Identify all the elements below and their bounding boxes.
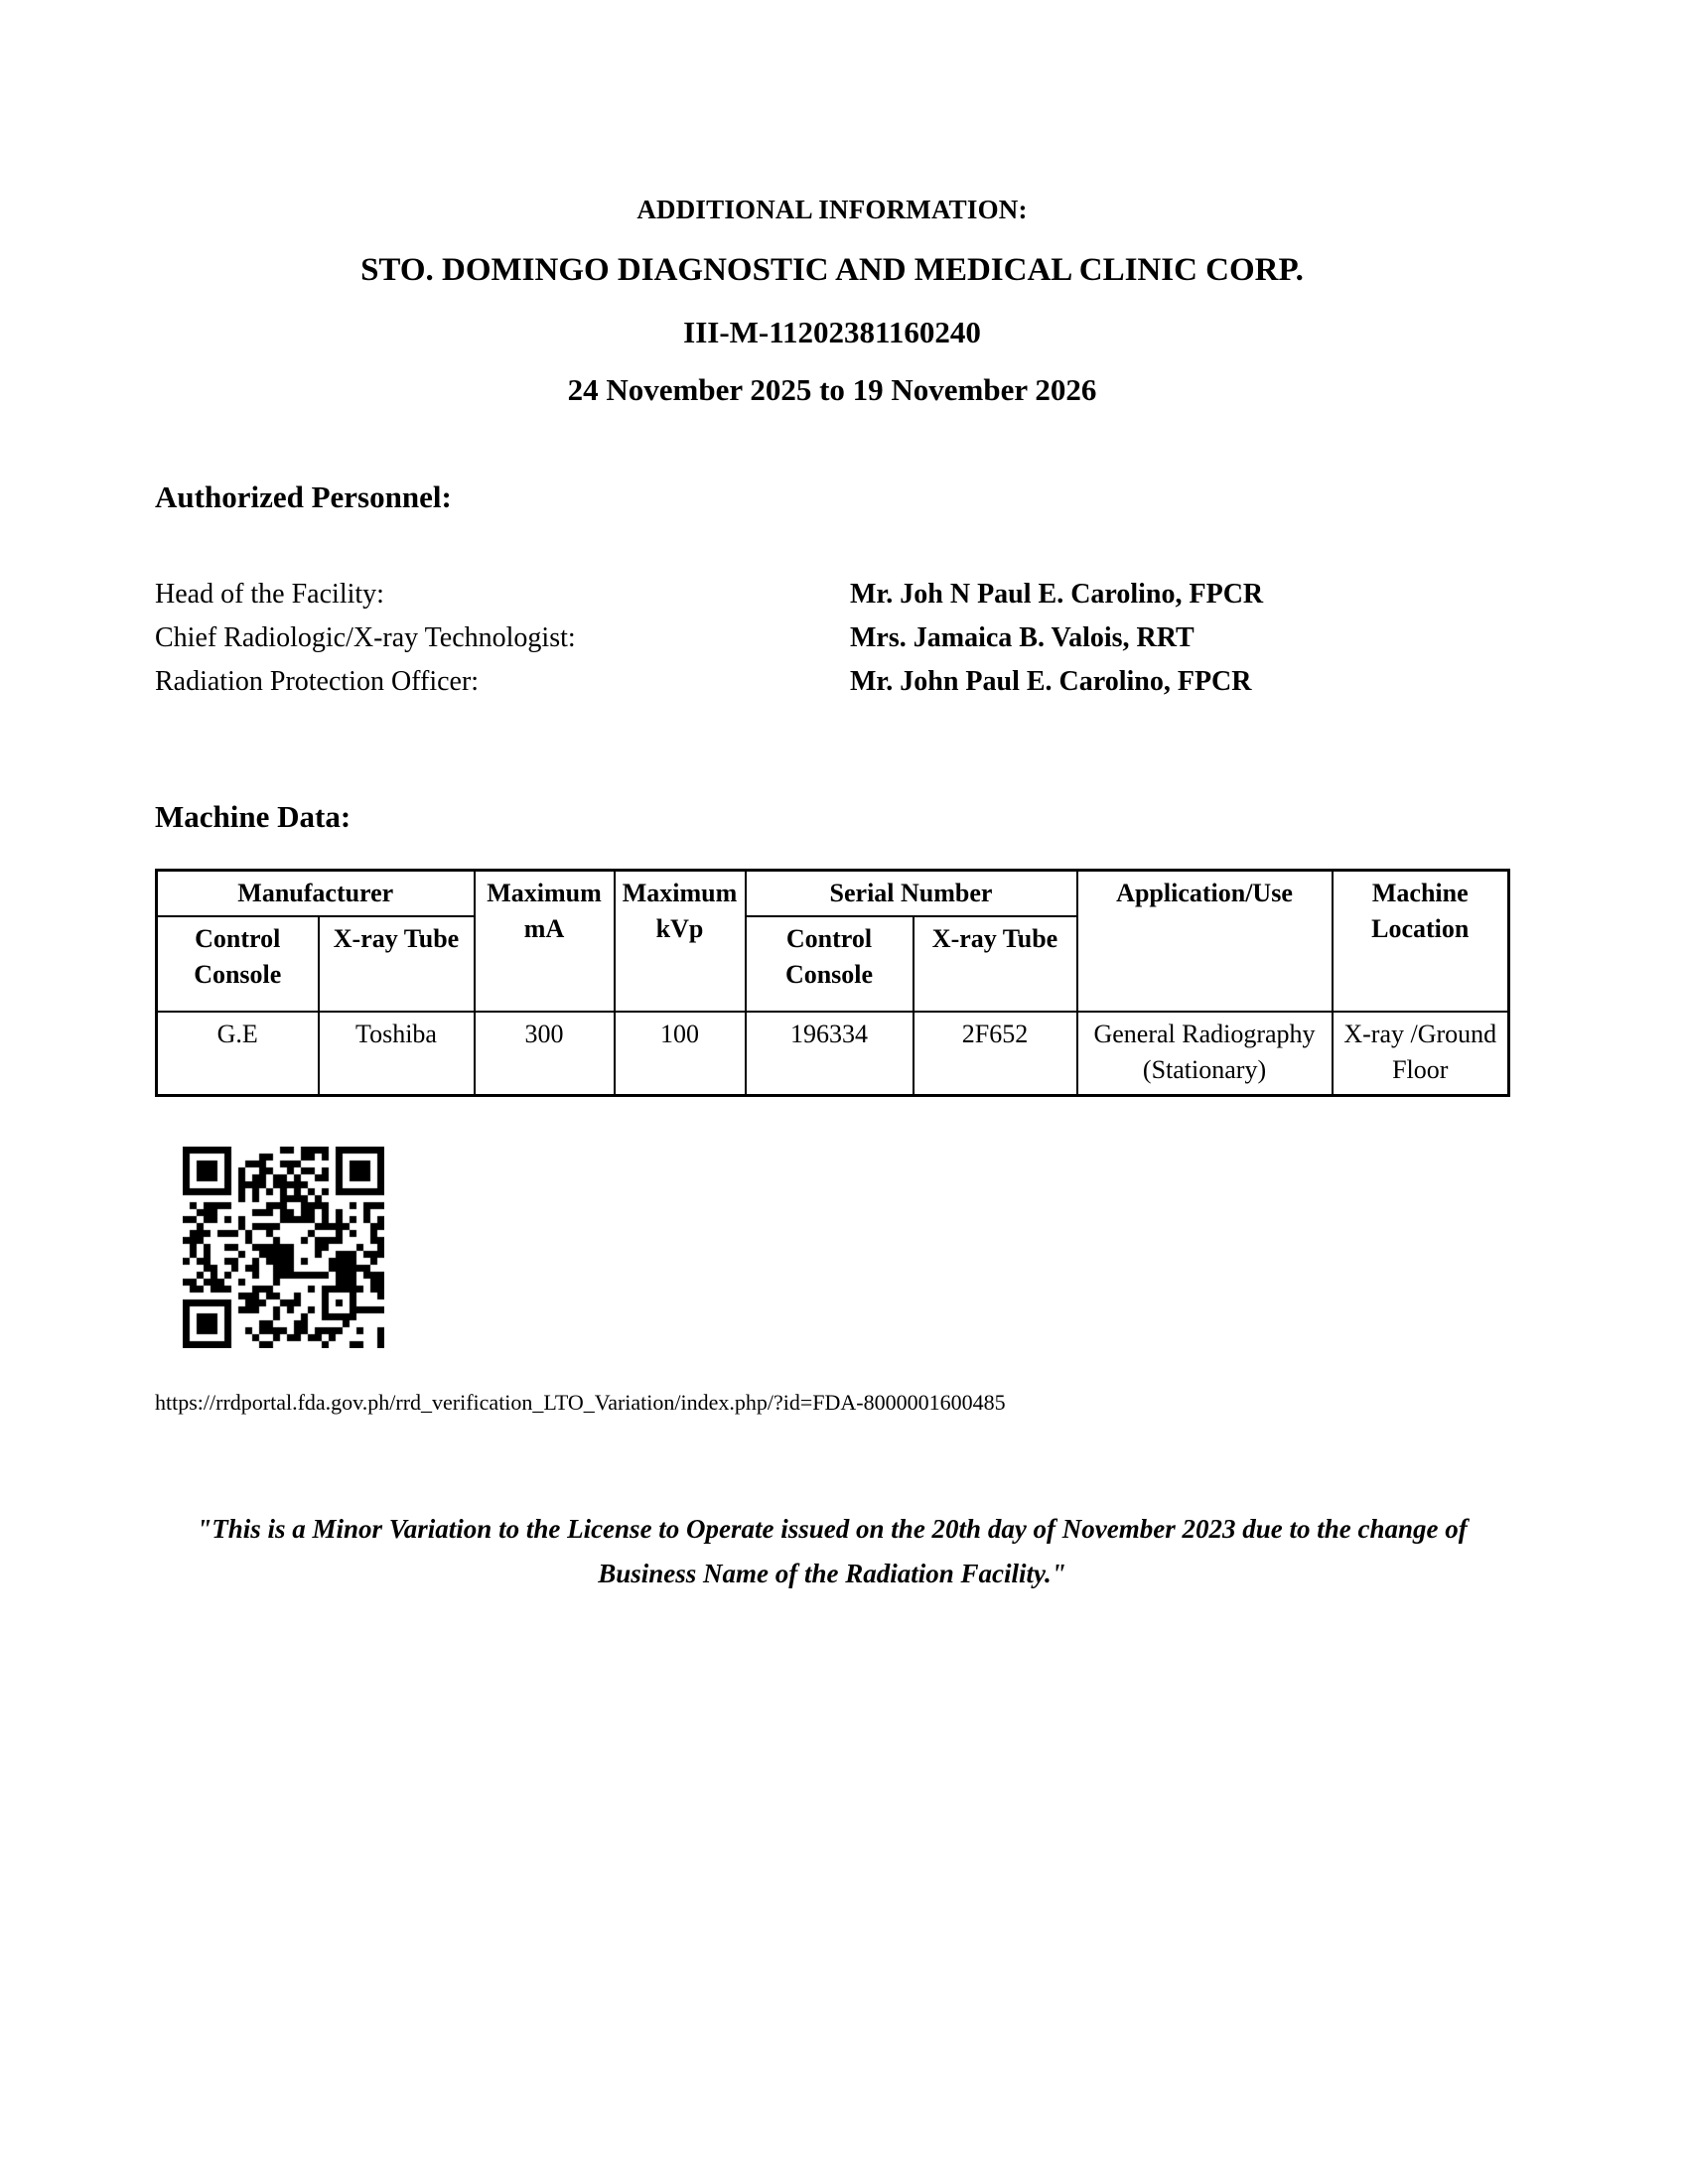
machine-data-heading: Machine Data:	[155, 799, 352, 834]
cell-machine-location: X-ray /Ground Floor	[1333, 1012, 1509, 1095]
title-block	[155, 195, 1509, 408]
minor-variation-note: "This is a Minor Variation to the License to Operate issued on the 20th day of November 2023 due to the change of Business Name of the Radiation Facility."	[197, 1513, 1468, 1588]
cell-manufacturer-xray-tube: Toshiba	[319, 1012, 475, 1095]
subheader-serial-control-console: Control Console	[746, 916, 914, 1012]
authorized-personnel-heading: Authorized Personnel:	[155, 479, 452, 514]
personnel-value: Mr. Joh N Paul E. Carolino, FPCR	[850, 579, 1264, 610]
personnel-row-chief-technologist	[155, 616, 1509, 660]
cell-application-use: General Radiography (Stationary)	[1077, 1012, 1333, 1095]
cell-manufacturer-control-console: G.E	[157, 1012, 319, 1095]
personnel-row-head-of-facility	[155, 573, 1509, 616]
validity-period: 24 November 2025 to 19 November 2026	[567, 372, 1097, 407]
personnel-label: Head of the Facility:	[155, 579, 384, 610]
cell-maximum-ma: 300	[475, 1012, 615, 1095]
personnel-label: Radiation Protection Officer:	[155, 666, 480, 697]
facility-name: STO. DOMINGO DIAGNOSTIC AND MEDICAL CLINIC CORP.	[360, 252, 1304, 288]
col-header-serial-number: Serial Number	[746, 871, 1077, 917]
col-header-application-use: Application/Use	[1077, 871, 1333, 1013]
additional-information-label: ADDITIONAL INFORMATION:	[636, 195, 1028, 224]
machine-data-table	[155, 869, 1510, 1097]
subheader-serial-xray-tube: X-ray Tube	[914, 916, 1077, 1012]
personnel-row-radiation-protection-officer	[155, 660, 1509, 704]
qr-code-container	[183, 1147, 384, 1360]
personnel-value: Mrs. Jamaica B. Valois, RRT	[850, 622, 1195, 653]
license-number: III-M-11202381160240	[683, 315, 981, 349]
col-header-maximum-ma: Maximum mA	[475, 871, 615, 1013]
cell-serial-control-console: 196334	[746, 1012, 914, 1095]
qr-code	[183, 1147, 384, 1348]
personnel-value: Mr. John Paul E. Carolino, FPCR	[850, 666, 1252, 697]
subheader-manufacturer-control-console: Control Console	[157, 916, 319, 1012]
cell-maximum-kvp: 100	[615, 1012, 746, 1095]
col-header-machine-location: Machine Location	[1333, 871, 1509, 1013]
subheader-manufacturer-xray-tube: X-ray Tube	[319, 916, 475, 1012]
personnel-list	[155, 573, 1509, 704]
cell-serial-xray-tube: 2F652	[914, 1012, 1077, 1095]
machine-table-row	[157, 1012, 1509, 1095]
col-header-maximum-kvp: Maximum kVp	[615, 871, 746, 1013]
verification-url: https://rrdportal.fda.gov.ph/rrd_verification_LTO_Variation/index.php/?id=FDA-8000001600485	[155, 1389, 1006, 1415]
col-header-manufacturer: Manufacturer	[157, 871, 475, 917]
personnel-label: Chief Radiologic/X-ray Technologist:	[155, 622, 576, 653]
